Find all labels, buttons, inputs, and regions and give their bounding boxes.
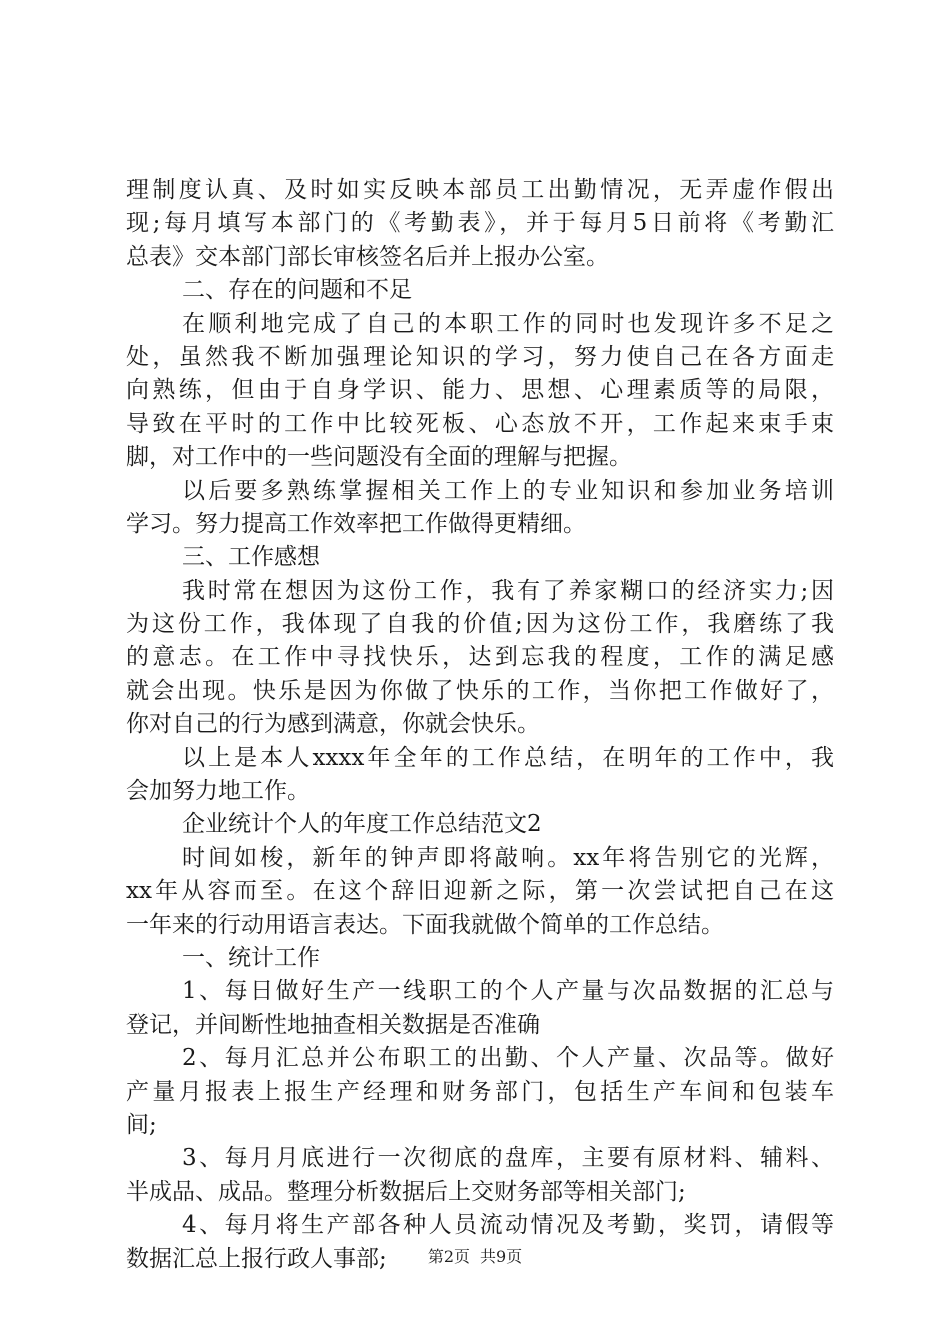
page-total: 共9页 <box>480 1247 523 1266</box>
text-line: 2、每月汇总并公布职工的出勤、个人产量、次品等。做好 <box>182 1045 834 1072</box>
text-line: 间; <box>126 1111 157 1138</box>
text-line: 时间如梭，新年的钟声即将敲响。xx年将告别它的光辉， <box>182 844 834 871</box>
text-line: 1、每日做好生产一线职工的个人产量与次品数据的汇总与 <box>182 978 834 1005</box>
page-footer <box>0 1244 950 1267</box>
text-line: 学习。努力提高工作效率把工作做得更精细。 <box>126 510 586 537</box>
section-heading: 一、统计工作 <box>182 944 320 971</box>
text-line: 一年来的行动用语言表达。下面我就做个简单的工作总结。 <box>126 911 724 938</box>
text-line: 在顺利地完成了自己的本职工作的同时也发现许多不足之 <box>182 310 834 337</box>
text-line: 登记，并间断性地抽查相关数据是否准确 <box>126 1011 540 1038</box>
text-line: 现;每月填写本部门的《考勤表》，并于每月5日前将《考勤汇 <box>126 210 834 237</box>
section-heading: 三、工作感想 <box>182 544 320 571</box>
text-line: 以上是本人xxxx年全年的工作总结，在明年的工作中，我 <box>182 744 834 771</box>
text-line: 你对自己的行为感到满意，你就会快乐。 <box>126 711 540 738</box>
text-line: 产量月报表上报生产经理和财务部门，包括生产车间和包装车 <box>126 1078 834 1105</box>
text-line: 导致在平时的工作中比较死板、心态放不开，工作起来束手束 <box>126 410 834 437</box>
text-line: 理制度认真、及时如实反映本部员工出勤情况，无弄虚作假出 <box>126 177 834 203</box>
section-heading: 二、存在的问题和不足 <box>182 277 412 304</box>
text-line: 总表》交本部门部长审核签名后并上报办公室。 <box>126 243 609 270</box>
text-line: 我时常在想因为这份工作，我有了养家糊口的经济实力;因 <box>182 577 834 604</box>
text-line: 向熟练，但由于自身学识、能力、思想、心理素质等的局限， <box>126 377 834 404</box>
document-body <box>126 174 834 1276</box>
text-line: xx年从容而至。在这个辞旧迎新之际，第一次尝试把自己在这 <box>126 878 834 905</box>
page-number: 第2页 <box>427 1247 470 1266</box>
text-line: 以后要多熟练掌握相关工作上的专业知识和参加业务培训 <box>182 477 834 504</box>
text-line: 3、每月月底进行一次彻底的盘库，主要有原材料、辅料、 <box>182 1145 834 1172</box>
text-line: 4、每月将生产部各种人员流动情况及考勤，奖罚，请假等 <box>182 1212 834 1239</box>
text-line: 的意志。在工作中寻找快乐，达到忘我的程度，工作的满足感 <box>126 644 834 671</box>
text-line: 处，虽然我不断加强理论知识的学习，努力使自己在各方面走 <box>126 343 834 370</box>
article-title: 企业统计个人的年度工作总结范文2 <box>182 811 542 838</box>
text-line: 脚，对工作中的一些问题没有全面的理解与把握。 <box>126 444 632 471</box>
text-line: 为这份工作，我体现了自我的价值;因为这份工作，我磨练了我 <box>126 611 834 638</box>
text-line: 会加努力地工作。 <box>126 778 310 805</box>
text-line: 半成品、成品。整理分析数据后上交财务部等相关部门; <box>126 1178 686 1205</box>
text-line: 数据汇总上报行政人事部; <box>126 1245 387 1272</box>
text-line: 就会出现。快乐是因为你做了快乐的工作，当你把工作做好了， <box>126 677 834 704</box>
